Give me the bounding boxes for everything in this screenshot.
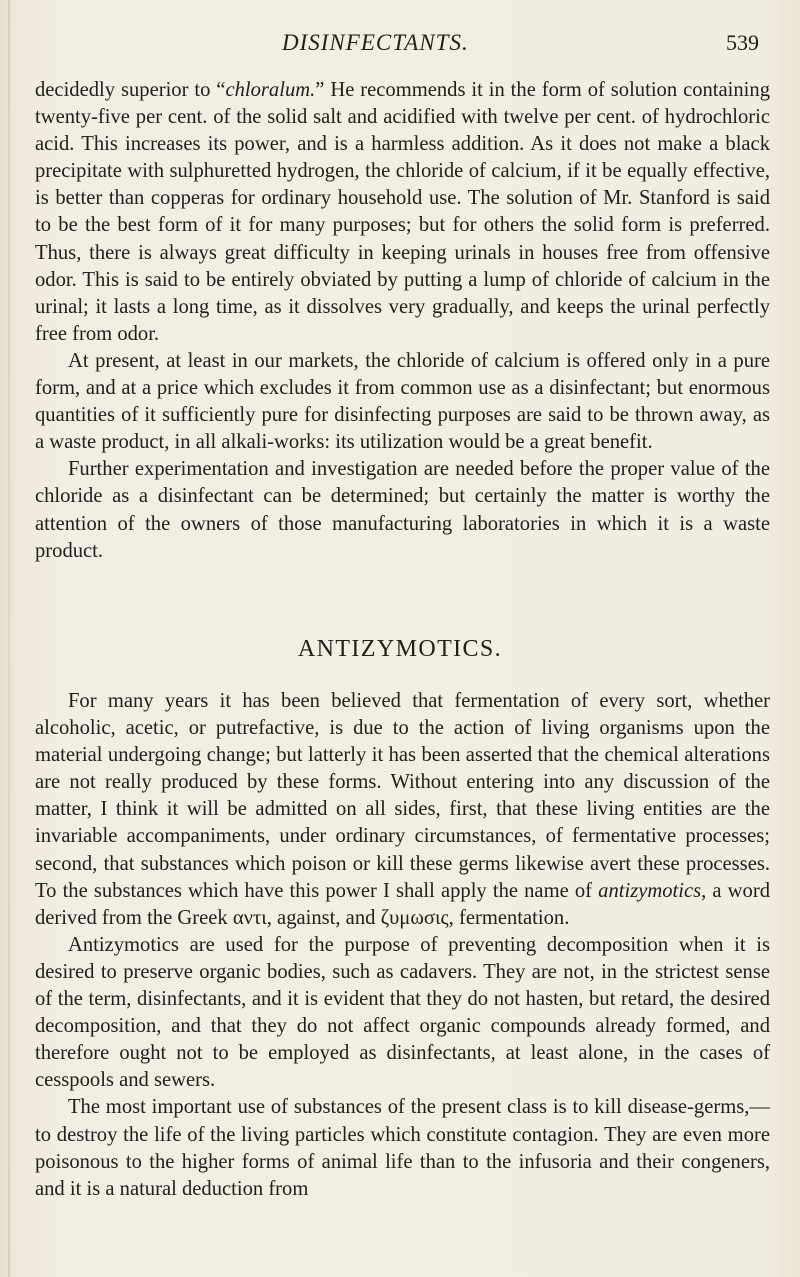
paragraph: Antizymotics are used for the purpose of preventing decomposition when it is desired to preserve organic bodies, such as cadavers. They are not, in the strictest sense of the term, disinfectants, and it is evident that they do not hasten, but retard, the desired decomposition, and that they do not affect organic compounds already formed, and therefore ought not to be employed as disinfectants, at least alone, in the cases of cesspools and sewers.: [35, 933, 770, 1092]
paragraph: [35, 77, 770, 348]
paragraph: Further experimentation and investigation are needed before the proper value of the chloride as a disinfectant can be determined; but certainly the matter is worthy the attention of the owners of those manufacturing laboratories in which it is a waste product.: [35, 458, 770, 562]
chloride-of-calcium-section: [35, 77, 770, 565]
paragraph-text: , a word derived from the Greek αντι, against, and ζυμωσις, fermentation.: [35, 879, 770, 929]
paragraph: [35, 688, 770, 932]
running-header: [60, 30, 760, 60]
paragraph-text: For many years it has been believed that fermentation of every sort, whether alcoholic, acetic, or putrefactive, is due to the action of living organisms upon the material undergoing change; but latterly it has been asserted that the chemical alterations are not really produced by these forms. Without entering into any discussion of the matter, I think it will be admitted on all sides, first, that these living entities are the invariable accompaniments, under ordinary circumstances, of fermentative processes; second, that substances which poison or kill these germs likewise avert these processes. To the substances which have this power I shall apply the name of: [35, 690, 770, 902]
running-title: DISINFECTANTS.: [282, 30, 469, 55]
page-number: 539: [726, 30, 759, 55]
emphasized-term: antizymotics: [598, 879, 702, 902]
paragraph-text: decidedly superior to “: [35, 79, 226, 101]
paragraph: At present, at least in our markets, the chloride of calcium is offered only in a pure form, and at a price which excludes it from common use as a disinfectant; but enormous quantities of it sufficiently pure for disinfecting purposes are said to be thrown away, as a waste product, in all alkali-works: its utilization would be a great benefit.: [35, 349, 770, 454]
antizymotics-section: [35, 688, 770, 1203]
emphasized-term: chloralum.: [225, 79, 316, 101]
section-heading: ANTIZYMOTICS.: [297, 636, 503, 662]
paragraph-text: ” He recommends it in the form of solution containing twenty-five per cent. of the solid salt and acidified with twelve per cent. of hydrochloric acid. This increases its power, and is a harmless addition. As it does not make a black precipitate with sulphuretted hydrogen, the chloride of calcium, if it be equally effective, is better than copperas for ordinary household use. The solution of Mr. Stanford is said to be the best form of it for many purposes; but for others the solid form is preferred. Thus, there is always great difficulty in keeping urinals in houses free from offensive odor. This is said to be entirely obviated by putting a lump of chloride of calcium in the urinal; it lasts a long time, as it dissolves very gradually, and keeps the urinal perfectly free from odor.: [35, 79, 770, 345]
paragraph: The most important use of substances of the present class is to kill disease-germs,—to destroy the life of the living particles which constitute contagion. They are even more poisonous to the higher forms of animal life than to the infusoria and their congeners, and it is a natural deduction from: [35, 1096, 770, 1200]
